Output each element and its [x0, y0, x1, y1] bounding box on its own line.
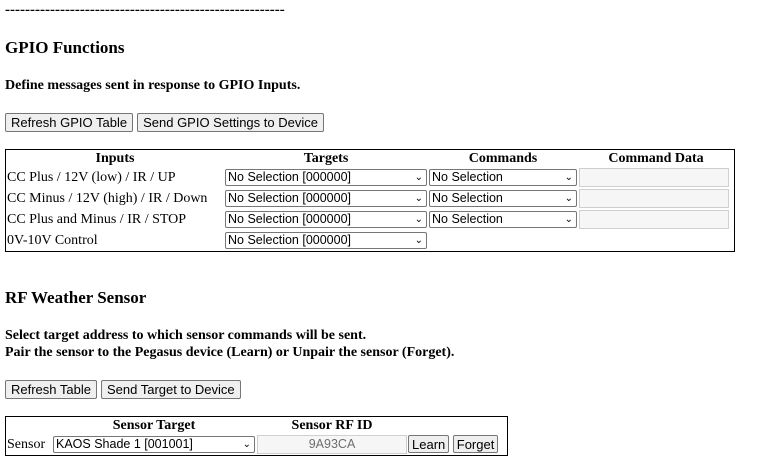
target-select[interactable] — [225, 169, 427, 186]
chevron-down-icon: ⌄ — [414, 172, 423, 183]
input-label: CC Plus and Minus / IR / STOP — [7, 211, 187, 227]
sensor-target-select-value: KAOS Shade 1 [001001] — [56, 437, 193, 451]
learn-button[interactable]: Learn — [408, 435, 449, 453]
chevron-down-icon: ⌄ — [414, 193, 423, 204]
command-data-input[interactable] — [579, 168, 729, 187]
sensor-label: Sensor — [7, 436, 46, 452]
send-gpio-settings-button[interactable]: Send GPIO Settings to Device — [137, 113, 324, 132]
rf-description-pair: Pair the sensor to the Pegasus device (Learn) or Unpair the sensor (Forget). — [5, 345, 455, 360]
command-data-input[interactable] — [579, 210, 729, 229]
send-target-button[interactable]: Send Target to Device — [101, 380, 241, 399]
rf-section-title: RF Weather Sensor — [5, 288, 147, 307]
target-select[interactable] — [225, 211, 427, 228]
target-select-value: No Selection [000000] — [228, 191, 352, 205]
chevron-down-icon: ⌄ — [564, 193, 573, 204]
column-header-sensor-target: Sensor Target — [112, 417, 196, 433]
column-header-sensor-rf-id: Sensor RF ID — [291, 417, 373, 433]
input-label: 0V-10V Control — [7, 232, 98, 248]
refresh-gpio-table-button[interactable]: Refresh GPIO Table — [5, 113, 133, 132]
sensor-target-select[interactable] — [53, 436, 255, 453]
column-header-command-data: Command Data — [608, 150, 704, 166]
command-select-value: No Selection — [432, 191, 503, 205]
rf-button-row — [5, 380, 241, 399]
column-header-targets: Targets — [303, 150, 349, 166]
chevron-down-icon: ⌄ — [414, 214, 423, 225]
command-select-value: No Selection — [432, 170, 503, 184]
gpio-table-tail — [3, 230, 743, 254]
rf-sensor-table — [5, 416, 508, 456]
chevron-down-icon: ⌄ — [414, 235, 423, 246]
rf-description-select-target: Select target address to which sensor commands will be sent. — [5, 328, 367, 343]
refresh-table-button[interactable]: Refresh Table — [5, 380, 97, 399]
target-select-value: No Selection [000000] — [228, 233, 352, 247]
command-select[interactable] — [429, 190, 577, 207]
forget-button[interactable]: Forget — [453, 435, 499, 453]
chevron-down-icon: ⌄ — [564, 214, 573, 225]
column-header-inputs: Inputs — [95, 150, 135, 166]
gpio-description: Define messages sent in response to GPIO Inputs. — [5, 78, 301, 93]
section-divider: -------------------------------------------------------- — [5, 2, 285, 18]
gpio-section-title: GPIO Functions — [5, 38, 125, 57]
command-data-input[interactable] — [579, 189, 729, 208]
input-label: CC Minus / 12V (high) / IR / Down — [7, 190, 208, 206]
gpio-button-row — [5, 113, 324, 132]
rf-table-header — [6, 417, 507, 434]
input-label: CC Plus / 12V (low) / IR / UP — [7, 169, 176, 185]
table-row — [6, 209, 734, 230]
chevron-down-icon: ⌄ — [564, 172, 573, 183]
table-row — [6, 188, 734, 209]
table-row — [6, 434, 507, 455]
sensor-rf-id-field: 9A93CA — [257, 435, 407, 454]
command-select[interactable] — [429, 211, 577, 228]
target-select-value: No Selection [000000] — [228, 170, 352, 184]
gpio-table-header — [6, 150, 734, 167]
table-row — [6, 167, 734, 188]
chevron-down-icon: ⌄ — [242, 439, 251, 450]
column-header-commands: Commands — [468, 150, 538, 166]
target-select-value: No Selection [000000] — [228, 212, 352, 226]
command-select[interactable] — [429, 169, 577, 186]
target-select[interactable] — [225, 190, 427, 207]
command-select-value: No Selection — [432, 212, 503, 226]
